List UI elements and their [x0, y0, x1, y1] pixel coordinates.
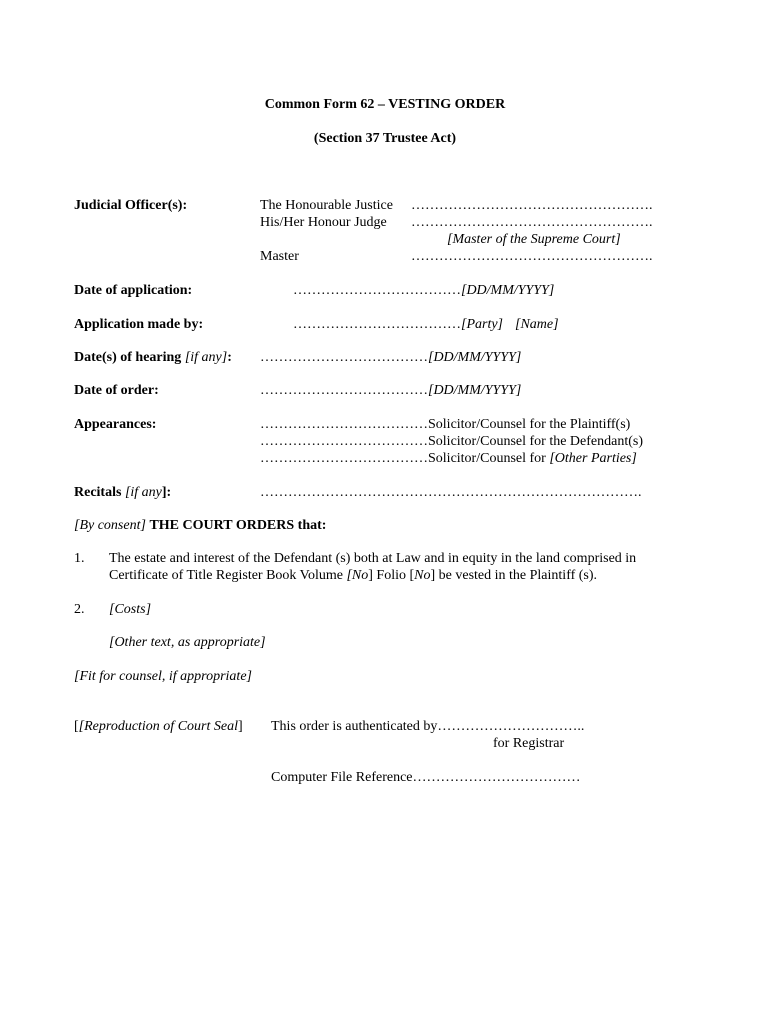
date-of-order-label: Date of order:	[74, 383, 159, 398]
date-of-hearing-colon: :	[227, 350, 232, 365]
party-placeholder: [Party]	[461, 317, 503, 332]
orders-intro	[74, 517, 326, 534]
recitals-suffix: ]:	[161, 485, 172, 500]
appearance-row	[260, 433, 643, 450]
form-title: Common Form 62 – VESTING ORDER	[264, 97, 506, 112]
date-of-order-placeholder: [DD/MM/YYYY]	[428, 383, 522, 398]
recitals-qualifier: [if any	[124, 485, 162, 500]
date-of-hearing-placeholder: [DD/MM/YYYY]	[428, 350, 522, 365]
master-dots: …………………………………………….	[411, 249, 653, 264]
document-title	[0, 96, 770, 113]
order-1-text-b: ] Folio [	[368, 568, 415, 583]
document-subtitle	[0, 130, 770, 147]
court-seal: [[Reproduction of Court Seal]	[74, 719, 243, 734]
order-1-text-c: ] be vested in the Plaintiff (s).	[430, 568, 598, 583]
master-note: [Master of the Supreme Court]	[447, 232, 621, 247]
date-of-hearing-qualifier: [if any]	[184, 350, 228, 365]
volume-placeholder: [No	[346, 568, 369, 583]
folio-placeholder: No	[414, 568, 431, 583]
date-of-application-field	[293, 282, 554, 299]
date-of-application-dots: ………………………………	[293, 283, 461, 298]
costs-placeholder: [Costs]	[109, 602, 152, 617]
court-seal-label: [Reproduction of Court Seal	[78, 719, 238, 734]
application-made-by-field	[293, 316, 559, 333]
court-seal-close: ]	[237, 719, 243, 734]
order-1-line-1: The estate and interest of the Defendant (s) both at Law and in equity in the land comprised in	[109, 551, 637, 566]
by-consent: [By consent]	[74, 518, 146, 533]
form-subtitle: (Section 37 Trustee Act)	[313, 131, 457, 146]
date-of-order-dots: ………………………………	[260, 383, 428, 398]
authenticated-by: This order is authenticated by…………………………..	[271, 719, 585, 734]
date-of-hearing-dots: ………………………………	[260, 350, 428, 365]
fit-for-counsel: [Fit for counsel, if appropriate]	[74, 669, 252, 684]
recitals-label: Recitals	[74, 485, 122, 500]
justice-dots: …………………………………………….	[411, 198, 653, 213]
justice-title: The Honourable Justice	[260, 198, 393, 213]
application-made-by-dots: ………………………………	[293, 317, 461, 332]
appearance-row	[260, 450, 637, 467]
judicial-officers-label: Judicial Officer(s):	[74, 198, 188, 213]
recitals-dots: ……………………………………………………………………….	[260, 485, 642, 500]
judge-title: His/Her Honour Judge	[260, 215, 387, 230]
appearance-dots: ………………………………	[260, 417, 428, 432]
judge-dots: …………………………………………….	[411, 215, 653, 230]
date-of-hearing-label: Date(s) of hearing	[74, 350, 182, 365]
order-1-number: 1.	[74, 551, 85, 566]
date-of-order-field	[260, 382, 521, 399]
master-title: Master	[260, 249, 299, 264]
order-1-line-2	[109, 567, 597, 584]
order-2-number: 2.	[74, 602, 85, 617]
appearance-row	[260, 416, 630, 433]
application-made-by-label: Application made by:	[74, 317, 204, 332]
for-registrar: for Registrar	[493, 736, 565, 751]
date-of-application-label: Date of application:	[74, 283, 193, 298]
appearance-dots: ………………………………	[260, 434, 428, 449]
order-1-text-a: Certificate of Title Register Book Volume	[109, 568, 347, 583]
appearance-text: Solicitor/Counsel for the Plaintiff(s)	[428, 417, 631, 432]
appearance-dots: ………………………………	[260, 451, 428, 466]
court-orders-heading: THE COURT ORDERS that:	[149, 518, 327, 533]
date-of-hearing-field	[260, 349, 521, 366]
appearances-label: Appearances:	[74, 417, 157, 432]
other-text-placeholder: [Other text, as appropriate]	[109, 635, 266, 650]
recitals-label-group	[74, 484, 171, 501]
appearance-text: Solicitor/Counsel for the Defendant(s)	[428, 434, 644, 449]
other-parties-placeholder: [Other Parties]	[549, 451, 637, 466]
appearance-text: Solicitor/Counsel for	[428, 451, 550, 466]
name-placeholder: [Name]	[515, 317, 559, 332]
date-of-hearing-label-group	[74, 349, 232, 366]
date-of-application-placeholder: [DD/MM/YYYY]	[461, 283, 555, 298]
computer-file-reference: Computer File Reference………………………………	[271, 770, 581, 785]
